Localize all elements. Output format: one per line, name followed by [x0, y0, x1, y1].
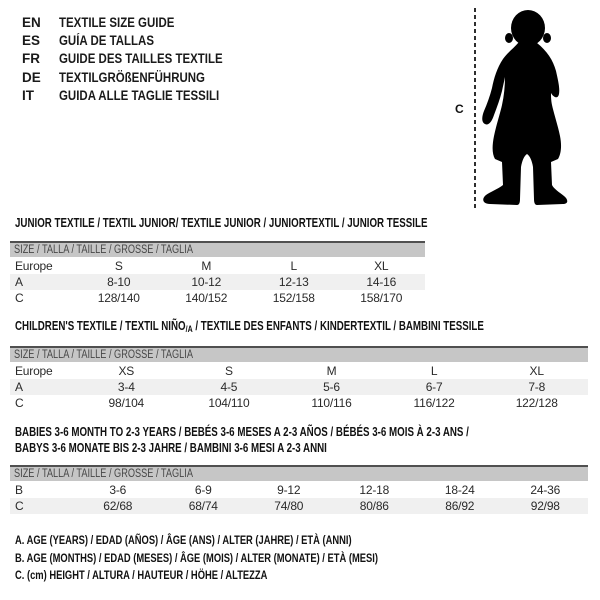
- table-cell: M: [201, 259, 212, 273]
- babies-title-line2: BABYS 3-6 MONATE BIS 2-3 JAHRE / BAMBINI 3-6 MESI A 2-3 ANNI: [15, 441, 327, 455]
- language-title: GUIDA ALLE TAGLIE TESSILI: [59, 88, 220, 104]
- row-label: C: [15, 396, 24, 410]
- language-title: TEXTILE SIZE GUIDE: [59, 14, 175, 30]
- table-row-age: [10, 274, 425, 290]
- table-cell: 86/92: [445, 499, 475, 513]
- table-cell: 4-5: [220, 380, 238, 394]
- table-row-height: [10, 290, 425, 306]
- table-cell: 10-12: [191, 275, 222, 289]
- table-row-europe: [10, 258, 425, 274]
- table-cell: 140/152: [185, 291, 228, 305]
- language-code: FR: [22, 51, 40, 67]
- size-header-bar: [10, 465, 588, 481]
- table-cell: 3-4: [117, 380, 135, 394]
- table-row-months: [10, 482, 588, 498]
- table-cell: 12-13: [278, 275, 309, 289]
- table-cell: 158/170: [360, 291, 403, 305]
- babies-title-line1: BABIES 3-6 MONTH TO 2-3 YEARS / BEBÉS 3-6 MESES A 2-3 AÑOS / BÉBÉS 3-6 MOIS À 2-3 ANS /: [15, 425, 469, 439]
- table-cell: 7-8: [528, 380, 546, 394]
- table-cell: 9-12: [277, 483, 301, 497]
- children-title-pre: CHILDREN'S TEXTILE / TEXTIL NIÑO: [15, 319, 186, 333]
- table-cell: 128/140: [97, 291, 140, 305]
- table-cell: 6-9: [194, 483, 212, 497]
- language-title: TEXTILGRÖßENFÜHRUNG: [59, 69, 205, 85]
- table-cell: 12-18: [359, 483, 390, 497]
- row-label: Europe: [15, 259, 53, 273]
- language-code: IT: [22, 88, 34, 104]
- table-cell: 152/158: [272, 291, 315, 305]
- size-header-bar: [10, 346, 588, 362]
- table-cell: XL: [374, 259, 389, 273]
- language-row-it: [22, 87, 252, 105]
- table-row-europe: [10, 363, 588, 379]
- table-cell: 18-24: [444, 483, 475, 497]
- table-cell: 6-7: [425, 380, 443, 394]
- table-cell: M: [326, 364, 337, 378]
- table-cell: 24-36: [530, 483, 561, 497]
- table-cell: 3-6: [109, 483, 127, 497]
- language-code: ES: [22, 33, 41, 49]
- junior-table-title: JUNIOR TEXTILE / TEXTIL JUNIOR/ TEXTILE JUNIOR / JUNIORTEXTIL / JUNIOR TESSILE: [15, 216, 428, 230]
- table-row-age: [10, 379, 588, 395]
- size-header-label: SIZE / TALLA / TAILLE / GRÖSSE / TAGLIA: [14, 349, 193, 361]
- footnote-a: A. AGE (YEARS) / EDAD (AÑOS) / ÂGE (ANS) / ALTER (JAHRE) / ETÀ (ANNI): [15, 533, 352, 547]
- table-cell: 110/116: [311, 396, 352, 410]
- table-cell: L: [290, 259, 297, 273]
- language-code: EN: [22, 14, 41, 30]
- babies-size-table: [10, 465, 588, 514]
- table-cell: L: [430, 364, 438, 378]
- table-cell: XL: [529, 364, 544, 378]
- table-cell: S: [114, 259, 123, 273]
- footnote-legend: [15, 532, 480, 585]
- table-cell: 5-6: [323, 380, 340, 394]
- row-label: C: [15, 499, 24, 513]
- table-cell: 116/122: [413, 396, 455, 410]
- babies-table-title: [15, 424, 469, 456]
- language-row-en: [22, 13, 252, 31]
- table-cell: 74/80: [274, 499, 304, 513]
- language-title-list: [22, 13, 252, 105]
- table-cell: 92/98: [530, 499, 560, 513]
- children-title-post: / TEXTILE DES ENFANTS / KINDERTEXTIL / BAMBINI TESSILE: [192, 319, 484, 333]
- table-cell: 14-16: [366, 275, 397, 289]
- table-cell: S: [224, 364, 233, 378]
- footnote-b: B. AGE (MONTHS) / EDAD (MESES) / ÂGE (MOIS) / ALTER (MONATE) / ETÀ (MESI): [15, 550, 378, 565]
- table-cell: 104/110: [208, 396, 250, 410]
- language-title: GUIDE DES TAILLES TEXTILE: [59, 51, 223, 67]
- size-header-label: SIZE / TALLA / TAILLE / GRÖSSE / TAGLIA: [14, 244, 193, 256]
- table-cell: 122/128: [515, 396, 558, 410]
- language-row-es: [22, 31, 252, 49]
- row-label: A: [15, 275, 23, 289]
- height-measure-dotted-line: [474, 8, 476, 210]
- row-label: B: [15, 483, 23, 497]
- size-header-bar: [10, 241, 425, 257]
- children-table-title: [15, 318, 484, 337]
- table-cell: 62/68: [103, 499, 133, 513]
- language-title: GUÍA DE TALLAS: [59, 33, 154, 49]
- height-measure-label: C: [455, 102, 464, 116]
- toddler-silhouette: [477, 6, 577, 211]
- junior-size-table: [10, 241, 425, 306]
- language-row-fr: [22, 50, 252, 68]
- table-row-height: [10, 498, 588, 514]
- table-cell: 98/104: [108, 396, 145, 410]
- children-size-table: [10, 346, 588, 411]
- language-row-de: [22, 68, 252, 86]
- children-title-sub: /A: [185, 324, 193, 334]
- row-label: Europe: [15, 364, 53, 378]
- table-row-height: [10, 395, 588, 411]
- table-cell: 80/86: [359, 499, 389, 513]
- row-label: A: [15, 380, 23, 394]
- language-code: DE: [22, 69, 41, 85]
- size-header-label: SIZE / TALLA / TAILLE / GRÖSSE / TAGLIA: [14, 468, 193, 480]
- row-label: C: [15, 291, 24, 305]
- table-cell: XS: [118, 364, 135, 378]
- footnote-c: C. (cm) HEIGHT / ALTURA / HAUTEUR / HÖHE / ALTEZZA: [15, 568, 268, 583]
- table-cell: 8-10: [107, 275, 131, 289]
- table-cell: 68/74: [188, 499, 218, 513]
